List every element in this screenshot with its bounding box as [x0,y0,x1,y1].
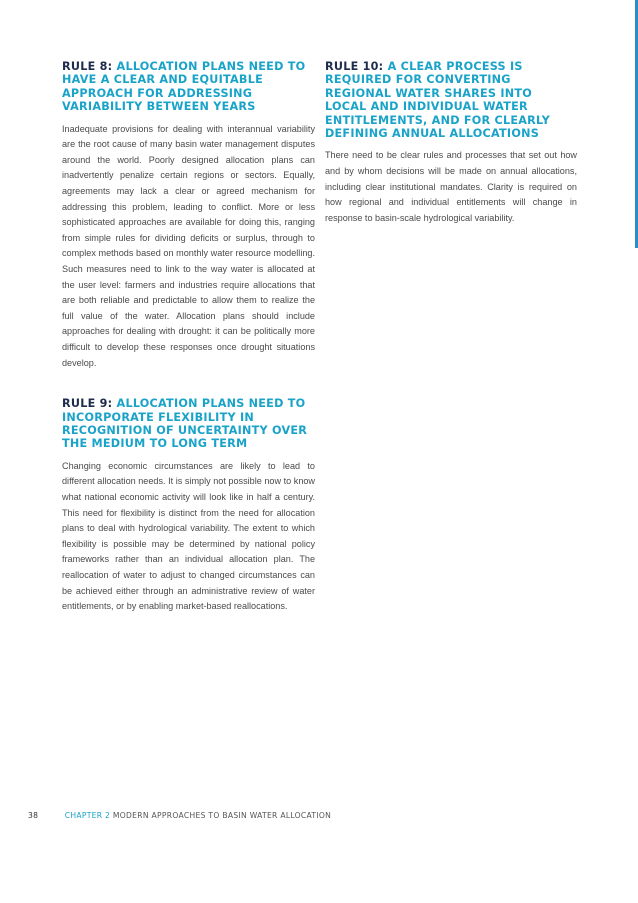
rule-10-body: There need to be clear rules and processes that set out how and by whom decisions will be made on annual allocations, including clear institutional mandates. Clarity is required on how regional and individual entitlements will change in response to basin-scale hydrological variability. [325,150,577,223]
rule-8-title: ALLOCATION PLANS NEED TO HAVE A CLEAR AND EQUITABLE APPROACH FOR ADDRESSING VARIABILITY BETWEEN YEARS [62,60,306,114]
rule-8-section [62,60,315,371]
rule-10-section [325,60,577,226]
rule-10-number: RULE 10: [325,60,384,73]
rule-10-heading [325,60,577,140]
rule-8-heading [62,60,315,114]
left-column [62,60,315,641]
rule-9-title: ALLOCATION PLANS NEED TO INCORPORATE FLEXIBILITY IN RECOGNITION OF UNCERTAINTY OVER THE MEDIUM TO LONG TERM [62,397,308,451]
rule-9-section [62,397,315,615]
rule-9-number: RULE 9: [62,397,113,411]
rule-9-heading [62,397,315,451]
chapter-label: CHAPTER 2 [64,811,111,820]
rule-10-title: A CLEAR PROCESS IS REQUIRED FOR CONVERTING REGIONAL WATER SHARES INTO LOCAL AND INDIVIDUAL WATER ENTITLEMENTS, AND FOR CLEARLY DEFINING ANNUAL ALLOCATIONS [325,60,551,141]
rule-8-number: RULE 8: [62,60,113,73]
page-footer [28,811,331,820]
rule-9-body: Changing economic circumstances are likely to lead to different allocation needs. It is simply not possible now to know what national economic activity will look like in half a century. This need for flexibility is distinct from the need for allocation plans to deal with hydrological variability. The extent to which flexibility is possible may be determined by national policy frameworks rather than an individual allocation plan. The reallocation of water to adjust to changed circumstances can be achieved either through an administrative review of water entitlements, or by enabling market-based reallocations. [62,460,315,612]
rule-8-body: Inadequate provisions for dealing with interannual variability are the root cause of many basin water management disputes around the world. Poorly designed allocation plans can inadvertently penalize certain regions or sectors. Equally, agreements may lack a clear or agreed mechanism for addressing this problem, leading to conflict. More or less sophisticated approaches are available for doing this, ranging from simple rules for dividing deficits or surplus, through to complex methods based on monthly water resource modelling. Such measures need to link to the way water is allocated at the user level: farmers and industries require allocations that are both reliable and predictable to allow them to realize the full value of the water. Allocation plans should include approaches for dealing with drought: it can be politically more difficult to develop these responses once drought situations develop. [62,123,315,368]
right-column [325,60,577,252]
chapter-title: MODERN APPROACHES TO BASIN WATER ALLOCATION [112,811,332,820]
page-number: 38 [28,811,39,820]
